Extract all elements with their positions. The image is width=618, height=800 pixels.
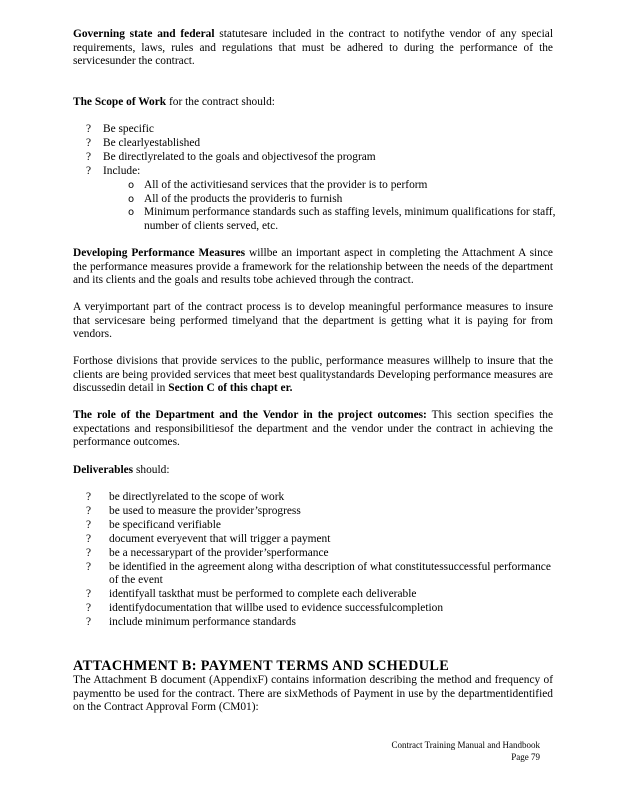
deliverables-paragraph: [73, 464, 553, 478]
governing-statutes-term: Governing state and federal: [73, 28, 215, 40]
sub-bullet-marker: o: [128, 179, 135, 191]
bullet-marker: ?: [86, 136, 92, 149]
sub-bullet-marker: o: [128, 193, 135, 205]
scope-of-work-text: for the contract should:: [166, 96, 275, 108]
roles-text: This section specifies the expectations and responsibilitiesof the department and the vendor under the contract in achieving the performance outcomes.: [73, 409, 554, 449]
bullet-marker: ?: [86, 123, 92, 135]
roles-paragraph: [73, 409, 553, 450]
bullet-marker: ?: [86, 491, 92, 503]
list-item: ? Be directlyrelated to the goals and objectivesof the program: [86, 150, 376, 163]
bullet-marker: ?: [86, 616, 92, 629]
attachment-b-heading: ATTACHMENT B: PAYMENT TERMS AND SCHEDULE: [73, 658, 450, 674]
list-item: ? include minimum performance standards: [86, 616, 296, 629]
scope-list: [86, 123, 556, 234]
deliverables-list: [86, 491, 556, 630]
deliverables-text: should:: [133, 464, 170, 476]
include-sublist: [103, 179, 556, 235]
performance-measures-paragraph: [73, 247, 553, 288]
bullet-marker: ?: [86, 560, 92, 573]
list-item: ? identifydocumentation that willbe used to evidence successfulcompletion: [86, 602, 444, 615]
bullet-marker: ?: [86, 546, 92, 559]
governing-statutes-paragraph: [73, 28, 553, 69]
section-c-reference: Section C of this chapt er.: [168, 382, 293, 395]
bullet-marker: ?: [86, 504, 92, 517]
list-item: ? Be specific: [86, 123, 154, 135]
list-item: o All of the activitiesand services that the provider is to perform: [128, 178, 428, 191]
sub-bullet-marker: o: [128, 207, 135, 219]
bullet-marker: ?: [86, 602, 92, 615]
list-item: o All of the products the provideris to furnish: [128, 192, 343, 205]
list-item: ? be a necessarypart of the provider’sperformance: [86, 546, 329, 559]
page-number: Page 79: [511, 752, 540, 762]
footer-manual-title: Contract Training Manual and Handbook: [391, 740, 540, 750]
list-item: ? be identified in the agreement along witha description of what constitutessuccessful performance of the event: [86, 560, 551, 587]
list-item: ? Be clearlyestablished: [86, 136, 201, 149]
bullet-marker: ?: [86, 588, 92, 601]
performance-measures-text: willbe an important aspect in completing the Attachment A since the performance measures provide a framework for the relationship between the needs of the department and its clients and the goals and results tobe achieved through the contract.: [73, 247, 553, 287]
roles-term: The role of the Department and the Vendor in the project outcomes:: [73, 409, 427, 421]
bullet-marker: ?: [86, 518, 92, 531]
contract-process-paragraph: A veryimportant part of the contract process is to develop meaningful performance measures to insure that servicesare being performed timelyand that the department is getting what it is paying for from vendors.: [73, 301, 553, 341]
list-item: ? be used to measure the provider’sprogress: [86, 504, 301, 517]
list-item: ? be specificand verifiable: [86, 518, 221, 531]
bullet-marker: ?: [86, 150, 92, 163]
list-item: ? be directlyrelated to the scope of work: [86, 491, 285, 503]
bullet-marker: ?: [86, 164, 92, 177]
list-item: ? Include: o All of the activitiesand services that the provider is to perform o All of the products the provideris to furnish o Minimum performance standards such as staffing levels, minimum qualifications for staff, number of clients served, etc.: [86, 164, 556, 233]
divisions-paragraph: [73, 355, 553, 396]
performance-measures-term: Developing Performance Measures: [73, 247, 246, 259]
bullet-marker: ?: [86, 532, 92, 545]
page-footer: [392, 739, 540, 763]
scope-of-work-term: The Scope of Work: [73, 96, 167, 108]
deliverables-term: Deliverables: [73, 464, 134, 476]
list-item: ? document everyevent that will trigger a payment: [86, 532, 331, 545]
scope-of-work-paragraph: [73, 96, 553, 110]
list-item: o Minimum performance standards such as staffing levels, minimum qualifications for staff, number of clients served, etc.: [128, 206, 556, 233]
governing-statutes-text: statutesare included in the contract to notifythe vendor of any special requirements, laws, rules and regulations that must be adhered to during the performance of the servicesunder the contract.: [73, 28, 553, 68]
list-item: ? identifyall taskthat must be performed to complete each deliverable: [86, 588, 417, 601]
attachment-b-paragraph: The Attachment B document (AppendixF) contains information describing the method and frequency of paymentto be used for the contract. There are sixMethods of Payment in use by the departmentidentified on the Contract Approval Form (CM01):: [73, 674, 553, 714]
divisions-text: Forthose divisions that provide services to the public, performance measures willhelp to insure that the clients are being provided services that meet best qualitystandards Developing performance measures are discussedin detail in: [73, 355, 553, 395]
